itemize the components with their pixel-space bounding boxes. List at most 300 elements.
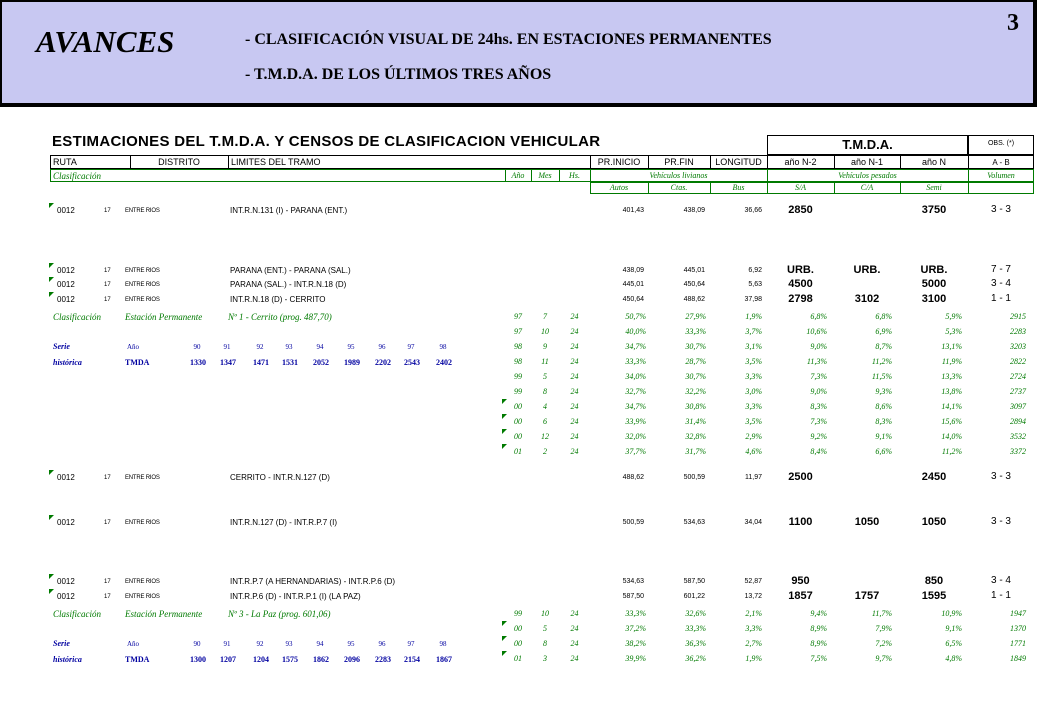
header-anio: Año (511, 171, 525, 180)
header-ab: A - B (992, 158, 1010, 167)
tramo-distrito: 17 (104, 594, 111, 600)
clasif-sa: 9,0% (810, 387, 827, 396)
clasif-autos: 40,0% (625, 327, 646, 336)
clasif-anio: 98 (514, 357, 522, 366)
tramo-obs: 7 - 7 (990, 264, 1011, 275)
serie-year: 91 (223, 343, 231, 351)
clasif-autos: 37,2% (625, 624, 646, 633)
clasif-sa: 9,0% (810, 342, 827, 351)
tramo-prfin: 500,59 (683, 474, 705, 481)
serie-tmda-value: 2402 (436, 358, 452, 367)
clasif-ca: 9,3% (875, 387, 892, 396)
header-ctas: Ctas. (670, 183, 688, 192)
serie-year: 95 (347, 343, 355, 351)
tramo-limites: INT.R.N.131 (I) - PARANA (ENT.) (230, 206, 348, 215)
serie-year: 94 (316, 640, 324, 648)
serie-tmda-label: TMDA (125, 358, 150, 367)
header-hs: Hs. (569, 171, 580, 180)
header-longitud: LONGITUD (715, 157, 762, 167)
clasif-volumen: 1849 (1010, 654, 1026, 663)
clasif-semi: 13,8% (941, 387, 962, 396)
header-sa: S/A (794, 183, 807, 192)
clasif-mes: 7 (543, 312, 547, 321)
clasif-bus: 3,5% (745, 417, 762, 426)
header-n1: año N-1 (850, 157, 884, 167)
tramo-obs: 1 - 1 (990, 590, 1011, 601)
clasif-ctas: 30,7% (685, 372, 706, 381)
tramo-ruta: 0012 (57, 266, 75, 275)
tramo-distrito: 17 (104, 297, 111, 303)
clasif-anio: 00 (514, 432, 522, 441)
header-mes: Mes (538, 171, 552, 180)
station-desc: Nº 1 - Cerrito (prog. 487,70) (228, 312, 332, 322)
clasif-mes: 11 (541, 357, 549, 366)
tramo-prfin: 488,62 (683, 296, 705, 303)
tramo-limites: CERRITO - INT.R.N.127 (D) (230, 473, 330, 482)
clasif-semi: 4,8% (945, 654, 962, 663)
tramo-prfin: 438,09 (683, 207, 705, 214)
clasif-autos: 33,3% (625, 357, 646, 366)
serie-year: 97 (407, 343, 415, 351)
serie-year: 95 (347, 640, 355, 648)
tramo-limites: INT.R.P.6 (D) - INT.R.P.1 (I) (LA PAZ) (230, 592, 361, 601)
tmda-n: 2450 (921, 471, 947, 483)
clasif-anio: 00 (514, 639, 522, 648)
tramo-provincia: ENTRE RIOS (125, 475, 160, 481)
serie-year: 92 (256, 640, 264, 648)
tramo-provincia: ENTRE RIOS (125, 297, 160, 303)
serie-year: 91 (223, 640, 231, 648)
clasif-mes: 10 (541, 327, 549, 336)
tramo-obs: 3 - 3 (990, 204, 1011, 215)
clasif-autos: 37,7% (625, 447, 646, 456)
tmda-n: 3100 (921, 293, 947, 305)
tmda-n2: 2500 (788, 471, 813, 483)
tramo-limites: PARANA (SAL.) - INT.R.N.18 (D) (230, 280, 347, 289)
tramo-limites: PARANA (ENT.) - PARANA (SAL.) (230, 266, 351, 275)
tramo-distrito: 17 (104, 282, 111, 288)
clasif-sa: 11,3% (806, 357, 827, 366)
clasif-semi: 5,9% (945, 312, 962, 321)
tmda-n2: 950 (791, 575, 810, 587)
serie-label: Serie (53, 342, 70, 351)
clasif-mes: 5 (543, 372, 547, 381)
tramo-limites: INT.R.P.7 (A HERNANDARIAS) - INT.R.P.6 (D) (230, 577, 396, 586)
tramo-prinicio: 445,01 (622, 281, 644, 288)
clasif-sa: 6,8% (810, 312, 827, 321)
header-line-1: - CLASIFICACIÓN VISUAL DE 24hs. EN ESTACIONES PERMANENTES (245, 31, 772, 48)
tramo-prinicio: 500,59 (622, 519, 644, 526)
clasif-ctas: 32,6% (685, 609, 706, 618)
clasif-bus: 4,6% (745, 447, 762, 456)
comment-marker-icon (49, 574, 54, 579)
clasif-bus: 1,9% (745, 312, 762, 321)
clasif-sa: 9,2% (810, 432, 827, 441)
clasif-ca: 11,7% (871, 609, 892, 618)
clasif-hs: 24 (570, 342, 579, 351)
tramo-ruta: 0012 (57, 577, 75, 586)
tramo-ruta: 0012 (57, 280, 75, 289)
tramo-longitud: 13,72 (744, 593, 762, 600)
clasif-sa: 7,3% (810, 417, 827, 426)
clasif-sa: 8,4% (810, 447, 827, 456)
clasif-ctas: 32,8% (685, 432, 706, 441)
station-label: Clasificación (53, 609, 101, 619)
header-autos: Autos (609, 183, 629, 192)
serie-tmda-value: 1207 (220, 655, 236, 664)
clasif-volumen: 3372 (1010, 447, 1026, 456)
tramo-provincia: ENTRE RIOS (125, 594, 160, 600)
tramo-limites: INT.R.N.18 (D) - CERRITO (230, 295, 326, 304)
tramo-longitud: 11,97 (745, 474, 762, 481)
table-title: ESTIMACIONES DEL T.M.D.A. Y CENSOS DE CLASIFICACION VEHICULAR (52, 133, 601, 150)
comment-marker-icon (49, 292, 54, 297)
page-number: 3 (1007, 10, 1019, 36)
clasif-ca: 6,6% (875, 447, 892, 456)
clasif-hs: 24 (570, 372, 579, 381)
clasif-sa: 8,9% (810, 624, 827, 633)
clasif-ctas: 33,3% (685, 624, 706, 633)
clasif-hs: 24 (570, 312, 579, 321)
clasif-semi: 14,0% (941, 432, 962, 441)
clasif-bus: 3,1% (745, 342, 762, 351)
serie-anio-label: Año (127, 640, 140, 648)
clasif-semi: 10,9% (941, 609, 962, 618)
clasif-anio: 01 (514, 654, 522, 663)
clasif-hs: 24 (570, 624, 579, 633)
comment-marker-icon (49, 589, 54, 594)
tramo-provincia: ENTRE RIOS (125, 208, 160, 214)
tmda-n: 850 (924, 575, 944, 587)
clasif-semi: 14,1% (941, 402, 962, 411)
serie-tmda-value: 1989 (344, 358, 360, 367)
clasif-autos: 34,7% (625, 402, 646, 411)
tramo-prfin: 587,50 (683, 578, 705, 585)
clasif-bus: 2,7% (745, 639, 762, 648)
header-n2: año N-2 (784, 157, 817, 167)
clasif-ctas: 33,3% (685, 327, 706, 336)
clasif-volumen: 1771 (1010, 639, 1026, 648)
header-livianos: Vehículos livianos (649, 171, 708, 180)
tramo-provincia: ENTRE RIOS (125, 579, 160, 585)
serie-tmda-value: 1862 (313, 655, 329, 664)
tramo-obs: 3 - 3 (990, 471, 1011, 482)
clasif-volumen: 2894 (1010, 417, 1026, 426)
clasif-hs: 24 (570, 432, 579, 441)
clasif-sa: 10,6% (806, 327, 827, 336)
clasif-hs: 24 (570, 327, 579, 336)
tramo-distrito: 17 (104, 520, 111, 526)
tmda-n: 1595 (921, 590, 947, 602)
serie-year: 96 (378, 640, 386, 648)
clasif-anio: 97 (514, 327, 522, 336)
header-n: año N (921, 157, 947, 167)
clasif-ca: 7,2% (875, 639, 892, 648)
serie-year: 97 (407, 640, 415, 648)
tramo-obs: 3 - 4 (990, 575, 1011, 586)
tmda-n2: 2850 (788, 204, 813, 216)
serie-tmda-value: 1347 (220, 358, 236, 367)
tmda-header: T.M.D.A. (842, 137, 893, 152)
tramo-ruta: 0012 (57, 518, 75, 527)
clasif-autos: 50,7% (625, 312, 646, 321)
clasif-anio: 00 (514, 402, 522, 411)
clasif-bus: 2,9% (745, 432, 762, 441)
clasif-mes: 9 (543, 342, 547, 351)
clasif-autos: 34,0% (625, 372, 646, 381)
serie-tmda-value: 2543 (404, 358, 420, 367)
tramo-longitud: 52,87 (744, 578, 762, 585)
serie-tmda-value: 2154 (404, 655, 420, 664)
obs-header: OBS. (*) (987, 140, 1015, 147)
serie-tmda-value: 2202 (375, 358, 391, 367)
clasif-sa: 8,3% (810, 402, 827, 411)
clasif-hs: 24 (570, 402, 579, 411)
clasif-hs: 24 (570, 609, 579, 618)
clasif-mes: 6 (543, 417, 547, 426)
clasif-sa: 7,5% (810, 654, 827, 663)
header-limites: LIMITES DEL TRAMO (231, 157, 321, 167)
clasif-ctas: 31,7% (685, 447, 706, 456)
tmda-n1: URB. (853, 264, 881, 276)
tramo-distrito: 17 (104, 268, 111, 274)
serie-tmda-value: 1867 (436, 655, 452, 664)
historica-label: histórica (53, 358, 82, 367)
tramo-longitud: 34,04 (744, 519, 762, 526)
clasif-bus: 3,0% (745, 387, 762, 396)
tramo-prfin: 534,63 (683, 519, 705, 526)
clasif-ctas: 36,2% (685, 654, 706, 663)
serie-tmda-value: 1204 (253, 655, 269, 664)
tramo-distrito: 17 (104, 475, 111, 481)
clasif-anio: 01 (514, 447, 522, 456)
tramo-longitud: 36,66 (744, 207, 762, 214)
tramo-longitud: 5,63 (748, 281, 762, 288)
tramo-provincia: ENTRE RIOS (125, 268, 160, 274)
clasif-volumen: 2283 (1010, 327, 1026, 336)
serie-tmda-value: 2096 (344, 655, 360, 664)
clasif-volumen: 3532 (1010, 432, 1026, 441)
clasif-ctas: 28,7% (685, 357, 706, 366)
clasif-volumen: 3203 (1010, 342, 1026, 351)
clasif-hs: 24 (570, 639, 579, 648)
serie-tmda-value: 2283 (375, 655, 391, 664)
clasif-autos: 34,7% (625, 342, 646, 351)
tmda-n2: URB. (787, 264, 814, 276)
header-line-2: - T.M.D.A. DE LOS ÚLTIMOS TRES AÑOS (245, 66, 552, 83)
clasif-mes: 8 (543, 387, 547, 396)
clasif-volumen: 1370 (1010, 624, 1026, 633)
clasif-mes: 3 (543, 654, 547, 663)
clasif-sa: 7,3% (810, 372, 827, 381)
header-semi: Semi (926, 183, 942, 192)
clasif-semi: 13,3% (941, 372, 962, 381)
tmda-n1: 1050 (854, 516, 880, 528)
clasif-semi: 6,5% (945, 639, 962, 648)
tmda-n: 1050 (921, 516, 947, 528)
header-prfin: PR.FIN (664, 157, 694, 167)
clasif-autos: 32,0% (625, 432, 646, 441)
serie-year: 92 (256, 343, 264, 351)
tmda-n: 5000 (921, 278, 947, 290)
header-bus: Bus (732, 183, 745, 192)
serie-tmda-value: 1531 (282, 358, 298, 367)
station-label: Clasificación (53, 312, 101, 322)
clasif-bus: 3,5% (745, 357, 762, 366)
tramo-prinicio: 488,62 (622, 474, 644, 481)
clasif-ca: 9,7% (875, 654, 892, 663)
clasif-ca: 6,9% (875, 327, 892, 336)
comment-marker-icon (49, 515, 54, 520)
clasif-anio: 99 (514, 372, 522, 381)
serie-tmda-value: 2052 (313, 358, 329, 367)
tramo-provincia: ENTRE RIOS (125, 282, 160, 288)
clasif-ctas: 36,3% (685, 639, 706, 648)
header-ca: C/A (860, 183, 874, 192)
serie-year: 98 (439, 640, 447, 648)
clasif-mes: 2 (543, 447, 547, 456)
clasif-ca: 8,6% (875, 402, 892, 411)
clasif-autos: 32,7% (625, 387, 646, 396)
clasif-hs: 24 (570, 447, 579, 456)
clasif-anio: 99 (514, 387, 522, 396)
tramo-obs: 3 - 4 (990, 278, 1011, 289)
clasif-volumen: 1947 (1010, 609, 1026, 618)
clasif-bus: 3,3% (745, 402, 762, 411)
header-prinicio: PR.INICIO (597, 157, 641, 167)
clasif-semi: 5,3% (945, 327, 962, 336)
tramo-ruta: 0012 (57, 592, 75, 601)
serie-year: 90 (193, 343, 201, 351)
historica-label: histórica (53, 655, 82, 664)
clasif-ctas: 30,7% (685, 342, 706, 351)
clasif-volumen: 2915 (1010, 312, 1026, 321)
clasif-ctas: 30,8% (685, 402, 706, 411)
clasif-hs: 24 (570, 417, 579, 426)
clasif-ca: 8,7% (875, 342, 892, 351)
serie-tmda-value: 1575 (282, 655, 298, 664)
tmda-n1: 3102 (854, 293, 880, 305)
clasif-anio: 98 (514, 342, 522, 351)
comment-marker-icon (49, 277, 54, 282)
clasif-bus: 2,1% (745, 609, 762, 618)
clasif-ctas: 31,4% (685, 417, 706, 426)
tramo-distrito: 17 (104, 208, 111, 214)
clasif-autos: 38,2% (625, 639, 646, 648)
serie-year: 96 (378, 343, 386, 351)
clasif-bus: 3,7% (745, 327, 762, 336)
clasif-anio: 97 (514, 312, 522, 321)
clasif-mes: 8 (543, 639, 547, 648)
serie-tmda-value: 1330 (190, 358, 206, 367)
serie-year: 93 (285, 640, 293, 648)
serie-anio-label: Año (127, 343, 140, 351)
comment-marker-icon (49, 470, 54, 475)
clasif-mes: 4 (543, 402, 547, 411)
tramo-prinicio: 587,50 (622, 593, 644, 600)
clasif-bus: 3,3% (745, 372, 762, 381)
clasif-bus: 3,3% (745, 624, 762, 633)
clasif-sa: 8,9% (810, 639, 827, 648)
tramo-prinicio: 450,64 (622, 296, 644, 303)
clasif-ctas: 27,9% (685, 312, 706, 321)
tramo-provincia: ENTRE RIOS (125, 520, 160, 526)
tramo-distrito: 17 (104, 579, 111, 585)
tramo-prfin: 445,01 (683, 267, 705, 274)
serie-tmda-value: 1471 (253, 358, 269, 367)
clasif-ctas: 32,2% (685, 387, 706, 396)
serie-tmda-value: 1300 (190, 655, 206, 664)
header-distrito: DISTRITO (158, 157, 200, 167)
clasif-bus: 1,9% (745, 654, 762, 663)
clasif-ca: 7,9% (875, 624, 892, 633)
comment-marker-icon (49, 263, 54, 268)
clasif-ca: 11,5% (871, 372, 892, 381)
station-name: Estación Permanente (125, 609, 203, 619)
header-pesados: Vehículos pesados (838, 171, 897, 180)
tmda-n1: 1757 (854, 590, 880, 602)
tramo-prinicio: 438,09 (622, 267, 644, 274)
tramo-ruta: 0012 (57, 206, 75, 215)
clasif-mes: 10 (541, 609, 549, 618)
clasif-anio: 00 (514, 417, 522, 426)
header-ruta: RUTA (53, 157, 77, 167)
tmda-n: URB. (920, 264, 948, 276)
station-desc: Nº 3 - La Paz (prog. 601,06) (228, 609, 331, 619)
tramo-longitud: 6,92 (748, 267, 762, 274)
clasif-semi: 15,6% (941, 417, 962, 426)
clasif-autos: 33,3% (625, 609, 646, 618)
serie-year: 98 (439, 343, 447, 351)
clasif-sa: 9,4% (810, 609, 827, 618)
comment-marker-icon (49, 203, 54, 208)
tramo-prinicio: 534,63 (622, 578, 644, 585)
clasif-semi: 9,1% (945, 624, 962, 633)
tramo-prfin: 601,22 (683, 593, 705, 600)
station-name: Estación Permanente (125, 312, 203, 322)
tramo-obs: 1 - 1 (990, 293, 1011, 304)
serie-year: 93 (285, 343, 293, 351)
clasif-anio: 00 (514, 624, 522, 633)
tmda-n: 3750 (921, 204, 947, 216)
tmda-n2: 1100 (788, 516, 813, 528)
tramo-prfin: 450,64 (683, 281, 705, 288)
tramo-longitud: 37,98 (744, 296, 762, 303)
serie-year: 94 (316, 343, 324, 351)
clasif-hs: 24 (570, 654, 579, 663)
tramo-prinicio: 401,43 (622, 207, 644, 214)
tramo-obs: 3 - 3 (990, 516, 1011, 527)
clasif-mes: 5 (543, 624, 547, 633)
clasif-ca: 8,3% (875, 417, 892, 426)
clasif-volumen: 3097 (1010, 402, 1026, 411)
clasif-volumen: 2822 (1010, 357, 1026, 366)
tmda-n2: 2798 (788, 293, 813, 305)
clasif-volumen: 2724 (1010, 372, 1026, 381)
tramo-limites: INT.R.N.127 (D) - INT.R.P.7 (I) (230, 518, 337, 527)
clasif-semi: 11,9% (941, 357, 962, 366)
clasif-hs: 24 (570, 387, 579, 396)
tmda-n2: 1857 (788, 590, 813, 602)
clasif-volumen: 2737 (1010, 387, 1026, 396)
clasif-autos: 33,9% (625, 417, 646, 426)
clasif-semi: 13,1% (941, 342, 962, 351)
header-volumen: Volumen (987, 171, 1015, 180)
header-clasificacion: Clasificación (53, 171, 101, 181)
clasif-autos: 39,9% (625, 654, 646, 663)
clasif-ca: 11,2% (871, 357, 892, 366)
header-title: AVANCES (36, 24, 175, 59)
